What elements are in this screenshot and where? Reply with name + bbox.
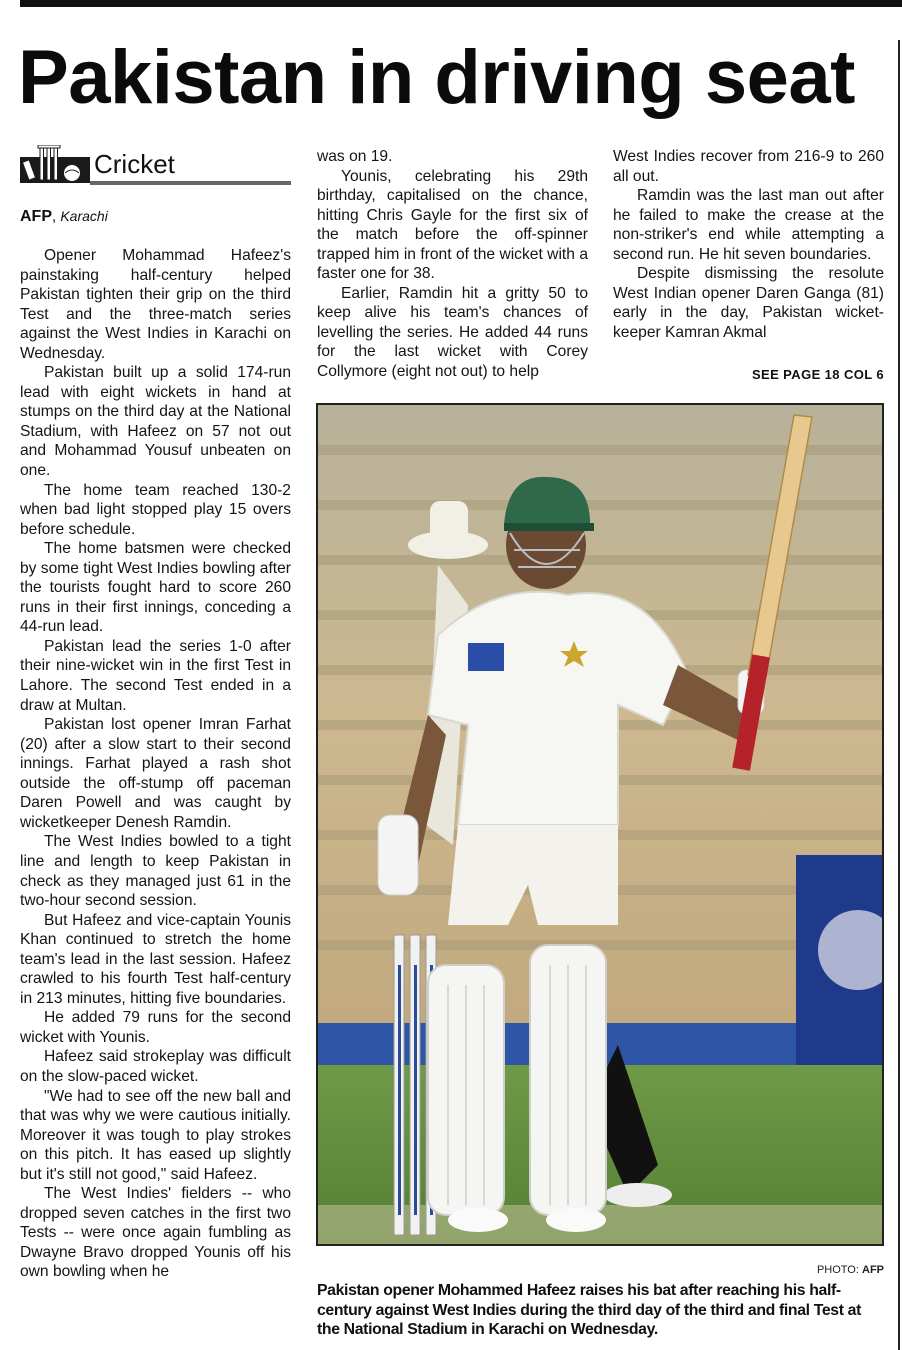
dateline-agency: AFP <box>20 208 52 225</box>
photo-caption: Pakistan opener Mohammed Hafeez raises his bat after reaching his half-century against West Indies during the third day of the third and final Test at the National Stadium in Karachi on Wednesday. <box>317 1282 862 1339</box>
article-paragraph: But Hafeez and vice-captain Younis Khan continued to stretch the home team's lead in the last session. Hafeez crawled to his fourth Test half-century in 213 minutes, hitting five boundaries. <box>20 911 291 1007</box>
news-photo <box>316 403 884 1246</box>
article-paragraph: He added 79 runs for the second wicket with Younis. <box>20 1009 291 1046</box>
article-paragraph: The West Indies' fielders -- who dropped seven catches in the first two Tests -- were once again fumbling as Dwayne Bravo dropped Younis off his own bowling when he <box>20 1185 291 1281</box>
page-right-rule <box>898 40 900 1350</box>
photo-credit-label: PHOTO: <box>816 1264 859 1276</box>
article-paragraph: Pakistan lost opener Imran Farhat (20) after a slow start to their second innings. Farhat played a rash shot outside the off-stump off paceman Daren Powell and was caught by wicketkeeper Denesh Ramdin. <box>20 716 291 831</box>
jump-reference: SEE PAGE 18 COL 6 <box>751 367 884 382</box>
article-paragraph: Younis, celebrating his 29th birthday, capitalised on the chance, hitting Chris Gayle for the first six of the match before the off-spinner trapped him in front of the wicket with a faster one for 38. <box>317 167 588 283</box>
article-paragraph: Earlier, Ramdin hit a gritty 50 to keep alive his team's chances of levelling the series. He added 44 runs for the last wicket with Corey Collymore (eight not out) to help <box>317 284 588 381</box>
article-paragraph: "We had to see off the new ball and that was why we were cautious initially. Moreover it was tough to play strokes on this pitch. It has eased up slightly but it's still not good," said Hafeez. <box>20 1087 291 1183</box>
photo-batsman-raising-bat <box>318 405 882 1244</box>
headline: Pakistan in driving seat <box>18 35 855 120</box>
article-column-3 <box>613 147 884 342</box>
dateline-place: Karachi <box>60 208 108 224</box>
photo-credit <box>613 1263 884 1277</box>
article-paragraph: The home team reached 130-2 when bad light stopped play 15 overs before schedule. <box>20 481 291 538</box>
dateline: AFP, Karachi <box>20 208 108 225</box>
section-rule <box>90 181 291 185</box>
article-paragraph: Pakistan lead the series 1-0 after their nine-wicket win in the first Test in Lahore. The second Test ended in a draw at Multan. <box>20 637 291 714</box>
article-continuation: was on 19. <box>317 148 393 165</box>
article-column-2 <box>317 147 588 382</box>
photo-credit-source: AFP <box>862 1264 884 1276</box>
article-column-1 <box>20 246 291 1282</box>
top-rule <box>20 0 902 7</box>
article-paragraph: Pakistan built up a solid 174-run lead with eight wickets in hand at stumps on the third day at the National Stadium, with Hafeez on 57 not out and Mohammad Yousuf unbeaten on one. <box>20 364 291 480</box>
article-paragraph: Despite dismissing the resolute West Indian opener Daren Ganga (81) early in the day, Pakistan wicket-keeper Kamran Akmal <box>613 265 884 341</box>
article-paragraph: Hafeez said strokeplay was difficult on the slow-paced wicket. <box>20 1048 291 1085</box>
article-paragraph: Opener Mohammad Hafeez's painstaking half-century helped Pakistan tighten their grip on the third Test and the three-match series against the West Indies in Karachi on Wednesday. <box>20 247 291 362</box>
article-paragraph: The home batsmen were checked by some tight West Indies bowling after the tourists fought hard to score 260 runs in their first innings, conceding a 44-run lead. <box>20 540 292 636</box>
section-header <box>20 143 291 185</box>
article-paragraph: Ramdin was the last man out after he failed to make the crease at the non-striker's end while attempting a second run. He hit seven boundaries. <box>613 187 884 263</box>
cricket-stumps-ball-icon <box>20 145 90 183</box>
article-paragraph: The West Indies bowled to a tight line and length to keep Pakistan in check as they managed just 61 in the two-hour second session. <box>20 833 291 910</box>
article-continuation: West Indies recover from 216-9 to 260 all out. <box>613 148 884 185</box>
section-label: Cricket <box>94 149 175 179</box>
